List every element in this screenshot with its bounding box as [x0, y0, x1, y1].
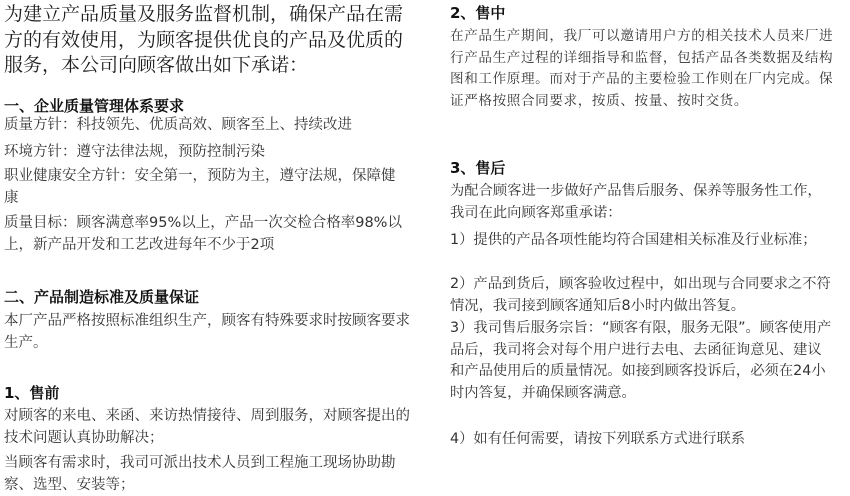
after-sale-item-1: 1）提供的产品各项性能均符合国建相关标准及行业标准；	[450, 232, 817, 248]
section-heading-quality-system: 一、企业质量管理体系要求	[4, 97, 185, 115]
intro-statement: 为建立产品质量及服务监督机制，确保产品在需方的有效使用，为顾客提供优良的产品及优质的服务，本公司向顾客做出如下承诺：	[4, 3, 404, 76]
section-heading-in-sale: 2、售中	[450, 4, 506, 22]
after-sale-item-3: 3）我司售后服务宗旨：“顾客有限，服务无限”。顾客使用产品后，我司将会对每个用户进行去电、去函征询意见、建议和产品使用后的质量情况。如接到顾客投诉后，必须在24小时内答复，并确保顾客满意。	[450, 320, 832, 401]
quality-policy: 质量方针：科技领先、优质高效、顾客至上、持续改进	[4, 117, 352, 133]
pre-sale-line-2: 当顾客有需求时，我司可派出技术人员到工程施工现场协助勘察、选型、安装等；	[4, 455, 396, 493]
pre-sale-line-1: 对顾客的来电、来函、来访热情接待、周到服务，对顾客提出的技术问题认真协助解决；	[4, 408, 410, 446]
section-heading-pre-sale: 1、售前	[4, 384, 60, 402]
after-sale-intro: 为配合顾客进一步做好产品售后服务、保养等服务性工作，我司在此向顾客郑重承诺：	[450, 183, 822, 221]
health-safety-policy: 职业健康安全方针：安全第一，预防为主，遵守法规，保障健康	[4, 168, 396, 206]
after-sale-item-2: 2）产品到货后，顾客验收过程中，如出现与合同要求之不符情况，我司接到顾客通知后8小时内做出答复。	[450, 276, 831, 314]
quality-objective: 质量目标：顾客满意率95%以上，产品一次交检合格率98%以上，新产品开发和工艺改进每年不少于2项	[4, 215, 402, 253]
after-sale-item-4: 4）如有任何需要，请按下列联系方式进行联系	[450, 431, 746, 447]
in-sale-text: 在产品生产期间，我厂可以邀请用户方的相关技术人员来厂进行产品生产过程的详细指导和监督，包括产品各类数据及结构图和工作原理。而对于产品的主要检验工作则在厂内完成。保证严格按照合同要求，按质、按量、按时交货。	[450, 28, 834, 109]
section-heading-after-sale: 3、售后	[450, 159, 506, 177]
manufacturing-text: 本厂产品严格按照标准组织生产，顾客有特殊要求时按顾客要求生产。	[4, 313, 410, 351]
section-heading-manufacturing: 二、产品制造标准及质量保证	[4, 288, 200, 306]
environment-policy: 环境方针：遵守法律法规，预防控制污染	[4, 144, 265, 160]
